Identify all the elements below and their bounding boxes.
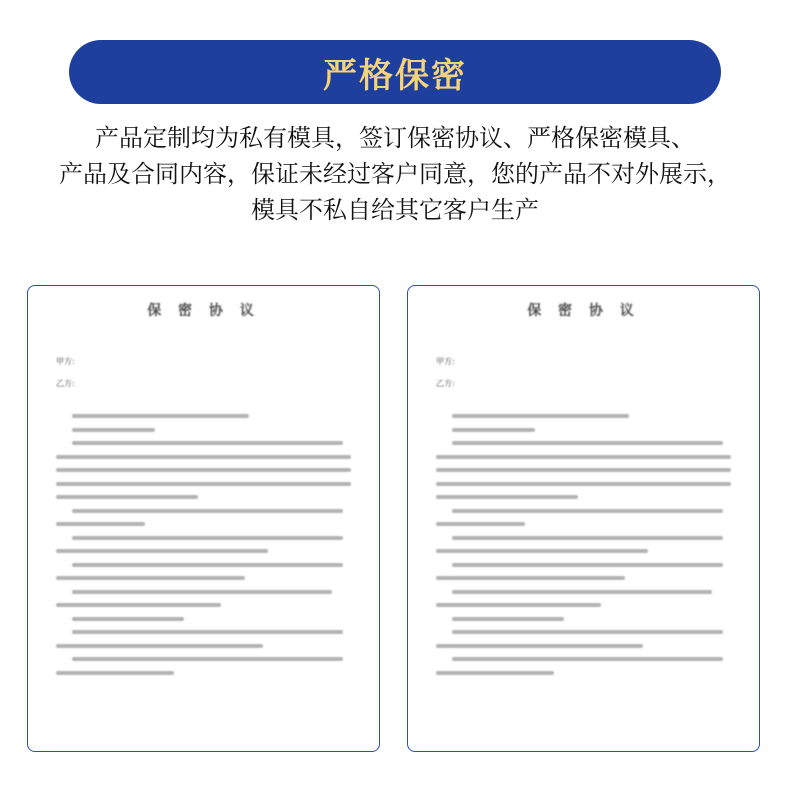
- party-b-label: 乙方:: [436, 379, 455, 388]
- description-line: 产品及合同内容，保证未经过客户同意，您的产品不对外展示，: [59, 160, 731, 188]
- document-title: 保 密 协 议: [147, 303, 260, 319]
- banner-title: 严格保密: [323, 55, 467, 96]
- agreement-document-right: [407, 285, 760, 752]
- description-line: 模具不私自给其它客户生产: [251, 196, 539, 224]
- party-a-label: 甲方:: [56, 357, 75, 366]
- party-a-label: 甲方:: [436, 357, 455, 366]
- party-b-label: 乙方:: [56, 379, 75, 388]
- description-line: 产品定制均为私有模具，签订保密协议、严格保密模具、: [95, 124, 695, 152]
- agreement-document-left: [27, 285, 380, 752]
- document-title: 保 密 协 议: [527, 303, 640, 319]
- title-banner: [69, 40, 721, 104]
- document-body-lines: [436, 414, 731, 684]
- document-body-lines: [56, 414, 351, 684]
- description-text: [20, 120, 770, 228]
